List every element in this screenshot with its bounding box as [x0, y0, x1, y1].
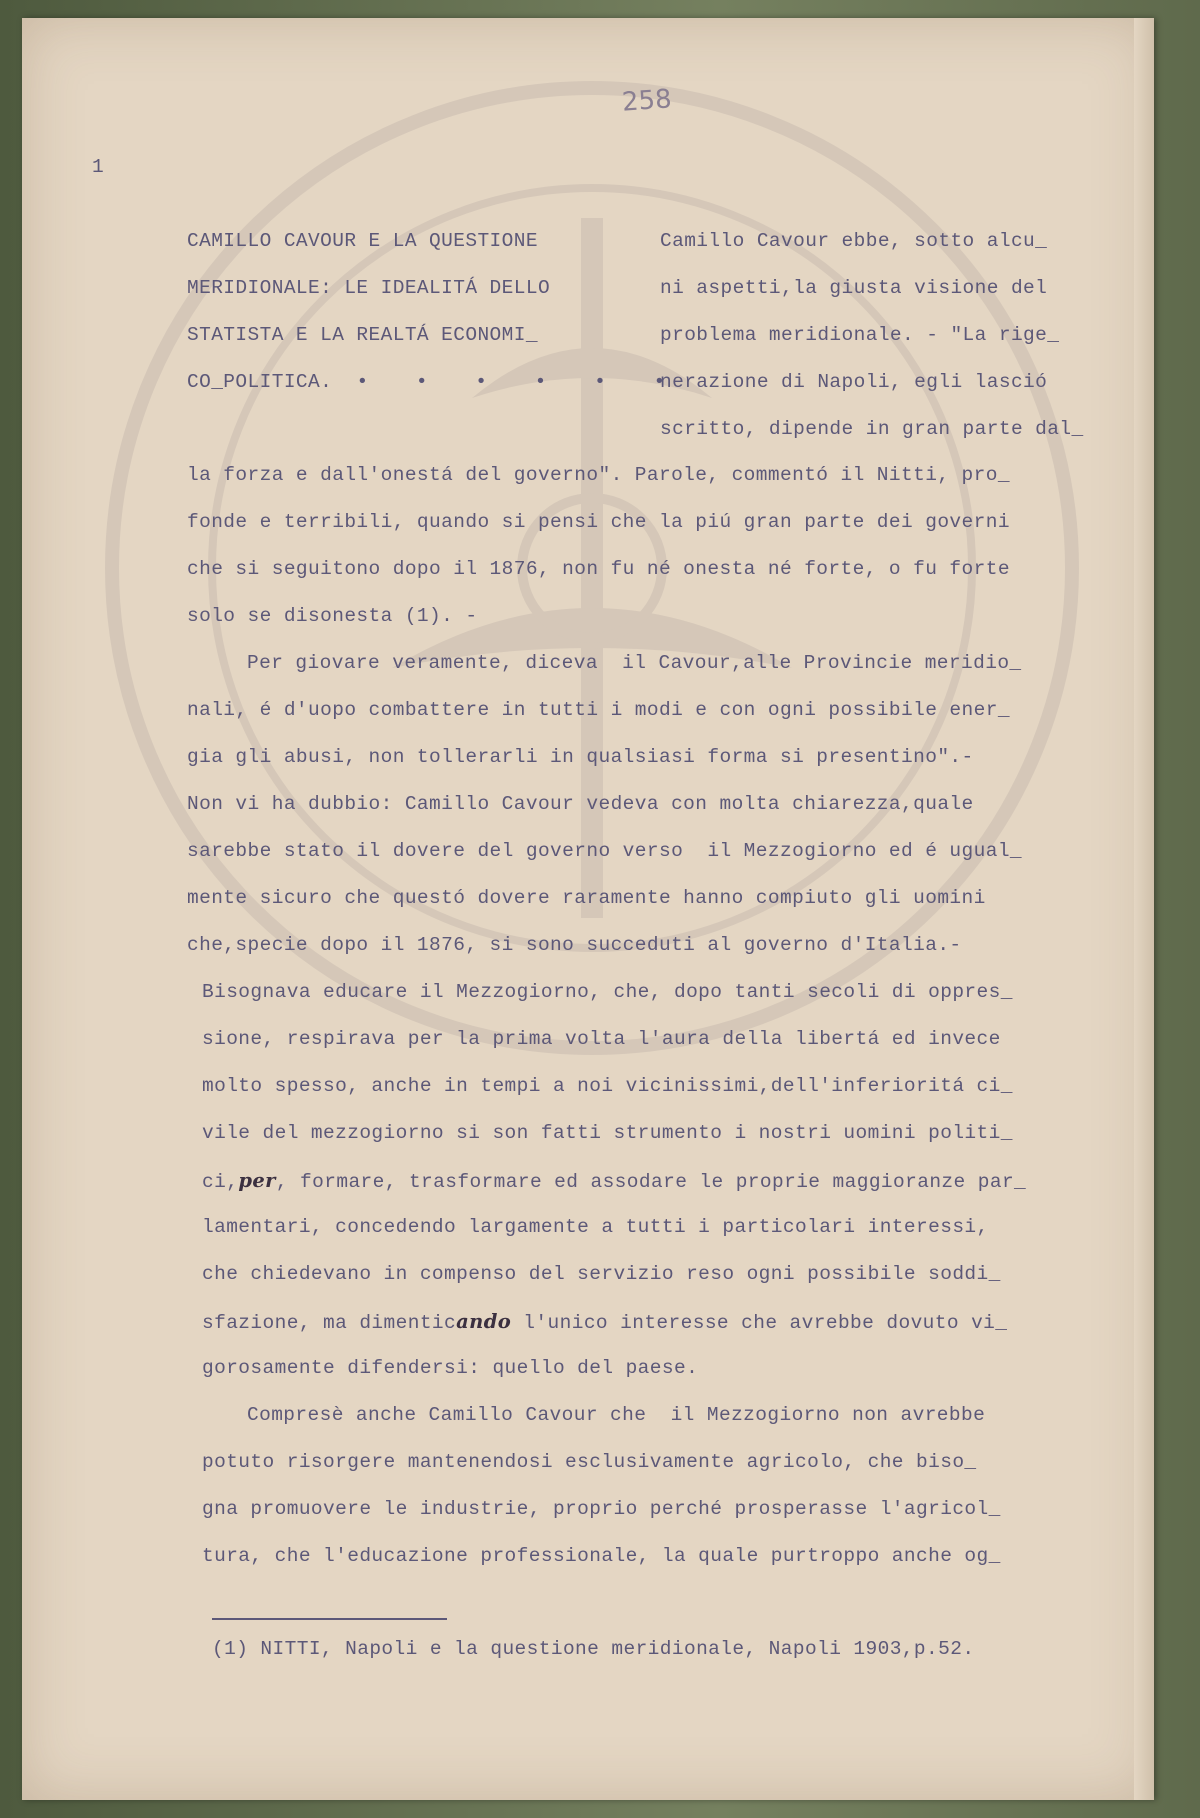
title-line: CAMILLO CAVOUR E LA QUESTIONE [187, 230, 538, 252]
document-page [22, 18, 1154, 1800]
text-line: vile del mezzogiorno si son fatti strumento i nostri uomini politi_ [202, 1122, 1013, 1144]
archive-number: 258 [621, 84, 673, 118]
text-line: sarebbe stato il dovere del governo verso il Mezzogiorno ed é ugual_ [187, 840, 1023, 862]
text-segment: ci, [202, 1171, 239, 1193]
text-line: fonde e terribili, quando si pensi che la piú gran parte dei governi [187, 511, 1010, 533]
text-line: solo se disonesta (1). - [187, 605, 478, 627]
text-line: tura, che l'educazione professionale, la quale purtroppo anche og_ [202, 1545, 1001, 1567]
text-line: gorosamente difendersi: quello del paese. [202, 1357, 699, 1379]
text-segment: l'unico interesse che avrebbe dovuto vi_ [511, 1312, 1008, 1334]
text-line: che si seguitono dopo il 1876, non fu né onesta né forte, o fu forte [187, 558, 1010, 580]
text-line: Bisognava educare il Mezzogiorno, che, dopo tanti secoli di oppres_ [202, 981, 1013, 1003]
text-line: sione, respirava per la prima volta l'aura della libertá ed invece [202, 1028, 1001, 1050]
text-line: mente sicuro che questó dovere raramente hanno compiuto gli uomini [187, 887, 986, 909]
text-line: lamentari, concedendo largamente a tutti i particolari interessi, [202, 1216, 989, 1238]
text-line: la forza e dall'onestá del governo". Parole, commentó il Nitti, pro_ [187, 464, 1010, 486]
text-line: Camillo Cavour ebbe, sotto alcu_ [660, 230, 1048, 252]
text-line [187, 1157, 1147, 1204]
text-line: problema meridionale. - "La rige_ [660, 324, 1060, 346]
title-line [187, 359, 684, 406]
text-line: Per giovare veramente, diceva il Cavour,alle Provincie meridio_ [247, 652, 1022, 674]
text-line: potuto risorgere mantenendosi esclusivamente agricolo, che biso_ [202, 1451, 977, 1473]
text-line: ni aspetti,la giusta visione del [660, 277, 1048, 299]
body-text [187, 452, 1147, 1580]
title-line-text: CO_POLITICA. [187, 371, 333, 393]
text-line: scritto, dipende in gran parte dal_ [660, 418, 1084, 440]
intro-paragraph [660, 218, 1160, 453]
text-line: gia gli abusi, non tollerarli in qualsiasi forma si presentino".- [187, 746, 974, 768]
text-line: molto spesso, anche in tempi a noi vicinissimi,dell'inferioritá ci_ [202, 1075, 1013, 1097]
footnote: (1) NITTI, Napoli e la questione meridionale, Napoli 1903,p.52. [212, 1638, 975, 1660]
text-line: nali, é d'uopo combattere in tutti i modi e con ogni possibile ener_ [187, 699, 1010, 721]
handwritten-correction: per [238, 1169, 276, 1192]
title-line: MERIDIONALE: LE IDEALITÁ DELLO [187, 277, 551, 299]
title-line: STATISTA E LA REALTÁ ECONOMI_ [187, 324, 538, 346]
footnote-divider [212, 1618, 447, 1620]
text-line: Compresè anche Camillo Cavour che il Mezzogiorno non avrebbe [247, 1404, 986, 1426]
text-line: nerazione di Napoli, egli lasció [660, 371, 1048, 393]
text-line [187, 1298, 1147, 1345]
chapter-title [187, 218, 684, 406]
page-number: 1 [92, 156, 105, 178]
text-line: gna promuovere le industrie, proprio perché prosperasse l'agricol_ [202, 1498, 1001, 1520]
text-line: che chiedevano in compenso del servizio reso ogni possibile soddi_ [202, 1263, 1001, 1285]
text-line: che,specie dopo il 1876, si sono succeduti al governo d'Italia.- [187, 934, 962, 956]
title-dots: • • • • • • [356, 371, 684, 393]
handwritten-correction: ando [456, 1310, 512, 1333]
text-segment: sfazione, ma dimentic [202, 1312, 457, 1334]
text-segment: , formare, trasformare ed assodare le proprie maggioranze par_ [275, 1171, 1027, 1193]
text-line: Non vi ha dubbio: Camillo Cavour vedeva con molta chiarezza,quale [187, 793, 974, 815]
